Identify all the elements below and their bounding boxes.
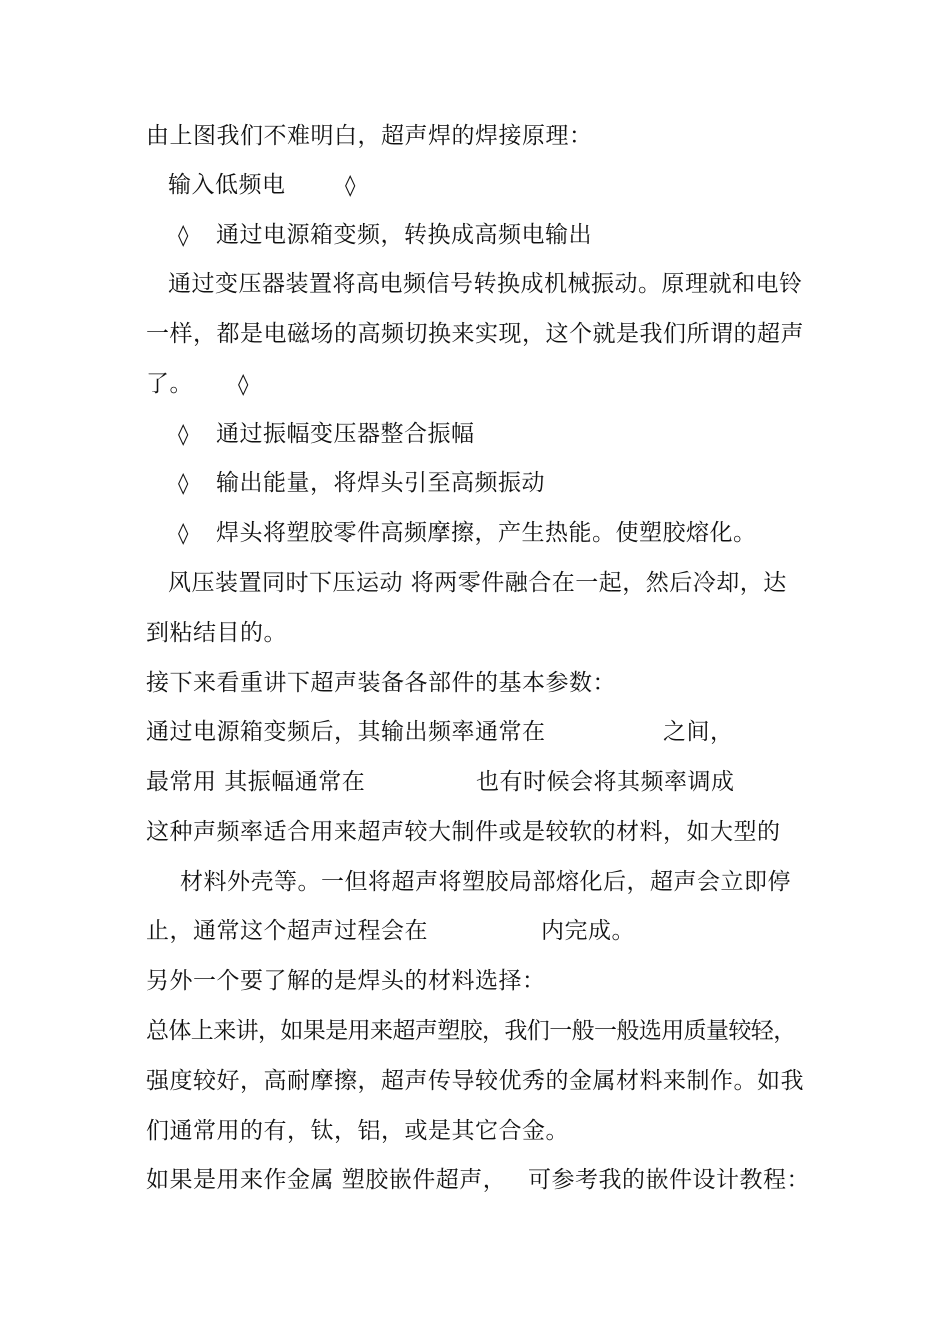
paragraph-text: 总体上来讲，如果是用来超声塑胶，我们一般一般选用质量较轻， bbox=[146, 1018, 796, 1044]
paragraph-text: 一样，都是电磁场的高频切换来实现，这个就是我们所谓的超声 bbox=[146, 321, 804, 347]
text-line bbox=[0, 866, 791, 898]
paragraph-text: 通过电源箱变频后，其输出频率通常在 bbox=[146, 719, 546, 745]
text-line bbox=[0, 169, 356, 201]
text-line bbox=[0, 467, 545, 499]
paragraph-text: 通过变压器装置将高电频信号转换成机械振动。原理就和电铃 bbox=[168, 271, 803, 297]
text-line bbox=[0, 517, 757, 549]
paragraph-text: 可参考我的嵌件设计教程： bbox=[528, 1167, 810, 1193]
paragraph-text: 另外一个要了解的是焊头的材料选择： bbox=[146, 968, 546, 994]
paragraph-text: 强度较好，高耐摩擦，超声传导较优秀的金属材料来制作。如我 bbox=[146, 1068, 804, 1094]
text-line bbox=[0, 219, 592, 251]
text-line bbox=[0, 418, 475, 450]
paragraph-text: 到粘结目的。 bbox=[146, 620, 287, 646]
text-line bbox=[0, 915, 635, 947]
paragraph-text: 材料外壳等。一但将超声将塑胶局部熔化后，超声会立即停 bbox=[180, 869, 791, 895]
text-line bbox=[0, 667, 616, 699]
bullet-text: 通过振幅变压器整合振幅 bbox=[216, 421, 475, 447]
diamond-bullet-icon: ◊ bbox=[178, 471, 189, 495]
text-line bbox=[0, 965, 546, 997]
text-line bbox=[0, 716, 734, 748]
paragraph-text: 由上图我们不难明白，超声焊的焊接原理： bbox=[146, 123, 593, 149]
text-line bbox=[0, 1065, 804, 1097]
paragraph-text: 止，通常这个超声过程会在 bbox=[146, 918, 428, 944]
paragraph-text: 之间， bbox=[663, 719, 734, 745]
diamond-bullet-icon: ◊ bbox=[178, 521, 189, 545]
text-line bbox=[0, 1015, 796, 1047]
text-line bbox=[0, 268, 803, 300]
paragraph-text: 风压装置同时下压运动 将两零件融合在一起，然后冷却，达 bbox=[168, 570, 787, 596]
bullet-text: 通过电源箱变频，转换成高频电输出 bbox=[216, 222, 592, 248]
text-line bbox=[0, 617, 287, 649]
paragraph-text: 输入低频电 bbox=[168, 172, 286, 198]
text-line bbox=[0, 1164, 810, 1196]
diamond-bullet-icon: ◊ bbox=[345, 173, 356, 197]
paragraph-text: 了。 bbox=[146, 371, 193, 397]
diamond-bullet-icon: ◊ bbox=[238, 372, 249, 396]
text-line bbox=[0, 120, 593, 152]
paragraph-text: 接下来看重讲下超声装备各部件的基本参数： bbox=[146, 670, 616, 696]
paragraph-text: 如果是用来作金属 塑胶嵌件超声， bbox=[146, 1167, 507, 1193]
paragraph-text: 这种声频率适合用来超声较大制件或是较软的材料，如大型的 bbox=[146, 819, 781, 845]
paragraph-text: 也有时候会将其频率调成 bbox=[476, 769, 735, 795]
paragraph-text: 最常用 其振幅通常在 bbox=[146, 769, 366, 795]
bullet-text: 输出能量，将焊头引至高频振动 bbox=[216, 470, 545, 496]
text-line bbox=[0, 318, 804, 350]
text-line bbox=[0, 567, 787, 599]
diamond-bullet-icon: ◊ bbox=[178, 223, 189, 247]
text-line bbox=[0, 1115, 569, 1147]
paragraph-text: 内完成。 bbox=[541, 918, 635, 944]
paragraph-text: 们通常用的有，钛，铝，或是其它合金。 bbox=[146, 1118, 569, 1144]
text-line bbox=[0, 766, 735, 798]
text-line bbox=[0, 368, 249, 400]
bullet-text: 焊头将塑胶零件高频摩擦，产生热能。使塑胶熔化。 bbox=[216, 520, 757, 546]
diamond-bullet-icon: ◊ bbox=[178, 422, 189, 446]
text-line bbox=[0, 816, 781, 848]
